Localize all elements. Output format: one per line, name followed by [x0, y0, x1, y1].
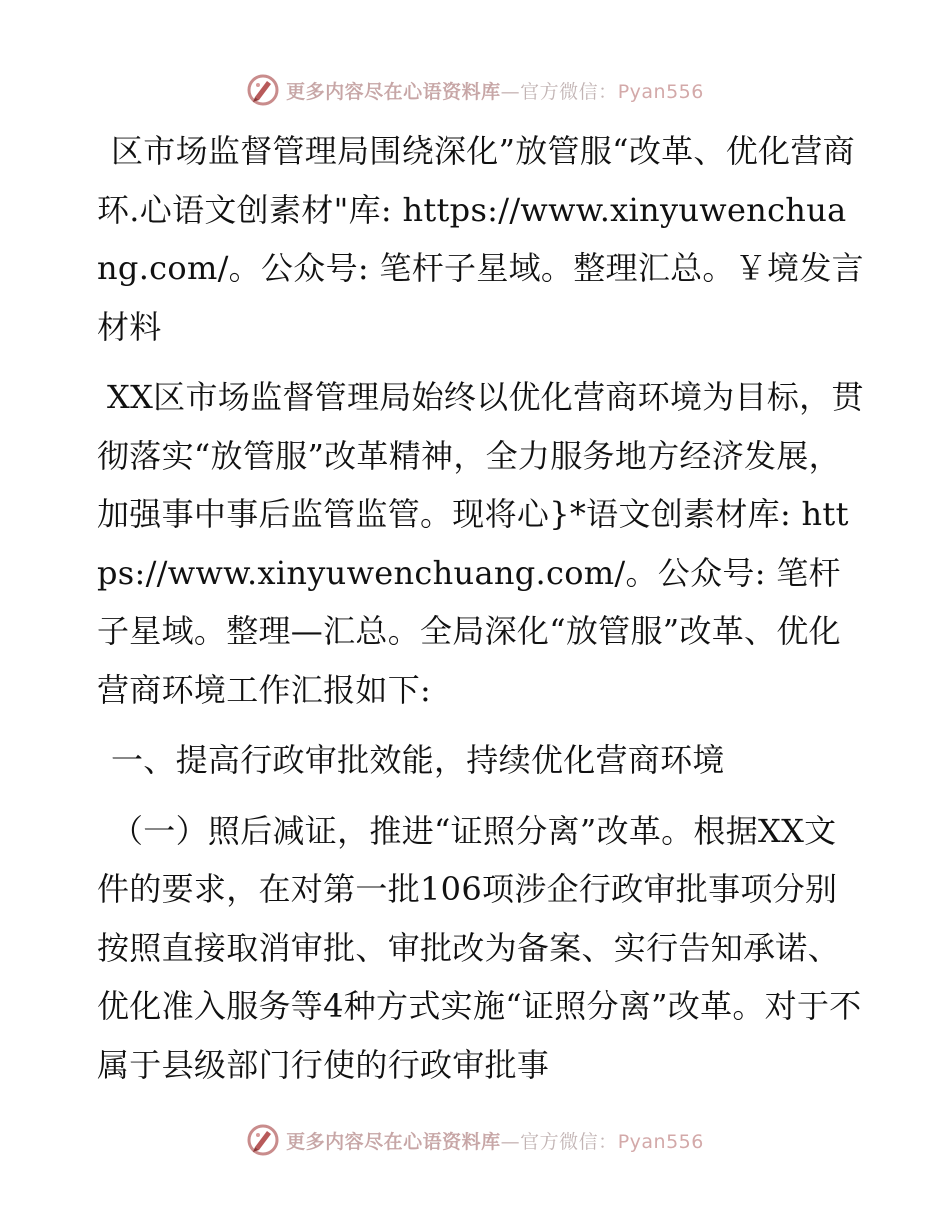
- brand-logo-icon: [246, 73, 280, 107]
- intro-paragraph: XX区市场监督管理局始终以优化营商环境为目标，贯彻落实“放管服”改革精神，全力服务地方经济发展，加强事中事后监管监管。现将心}*语文创素材库: https://www.xinyuwenchuang.com/。公众号: 笔杆子星域。整理—汇总。全局深化“放管服”改革、优化营商环境工作汇报如下:: [97, 378, 864, 709]
- footer-watermark: [0, 1120, 950, 1160]
- watermark-separator: —: [500, 1130, 521, 1153]
- watermark-label: 官方微信：: [520, 80, 618, 103]
- watermark-separator: —: [500, 80, 521, 103]
- subsection-paragraph: （一）照后减证，推进“证照分离”改革。根据XX文件的要求，在对第一批106项涉企行政审批事项分别按照直接取消审批、审批改为备案、实行告知承诺、优化准入服务等4种方式实施“证照分离”改革。对于不属于县级部门行使的行政审批事: [97, 811, 862, 1084]
- section-heading: 一、提高行政审批效能，持续优化营商环境: [111, 741, 725, 779]
- watermark-wechat-id: Pyan556: [617, 1130, 704, 1153]
- watermark-wechat-id: Pyan556: [617, 80, 704, 103]
- brand-logo-icon: [246, 1123, 280, 1157]
- watermark-text: [286, 1127, 704, 1154]
- document-body: [97, 122, 867, 1094]
- watermark-label: 官方微信：: [520, 1130, 618, 1153]
- watermark-brand: 更多内容尽在心语资料库: [286, 80, 501, 103]
- title-paragraph: 区市场监督管理局围绕深化”放管服“改革、优化营商环.心语文创素材"库: https://www.xinyuwenchuang.com/。公众号: 笔杆子星域。整理汇总。￥境发言材料: [97, 132, 864, 346]
- watermark-text: [286, 77, 704, 104]
- header-watermark: [0, 70, 950, 110]
- watermark-brand: 更多内容尽在心语资料库: [286, 1130, 501, 1153]
